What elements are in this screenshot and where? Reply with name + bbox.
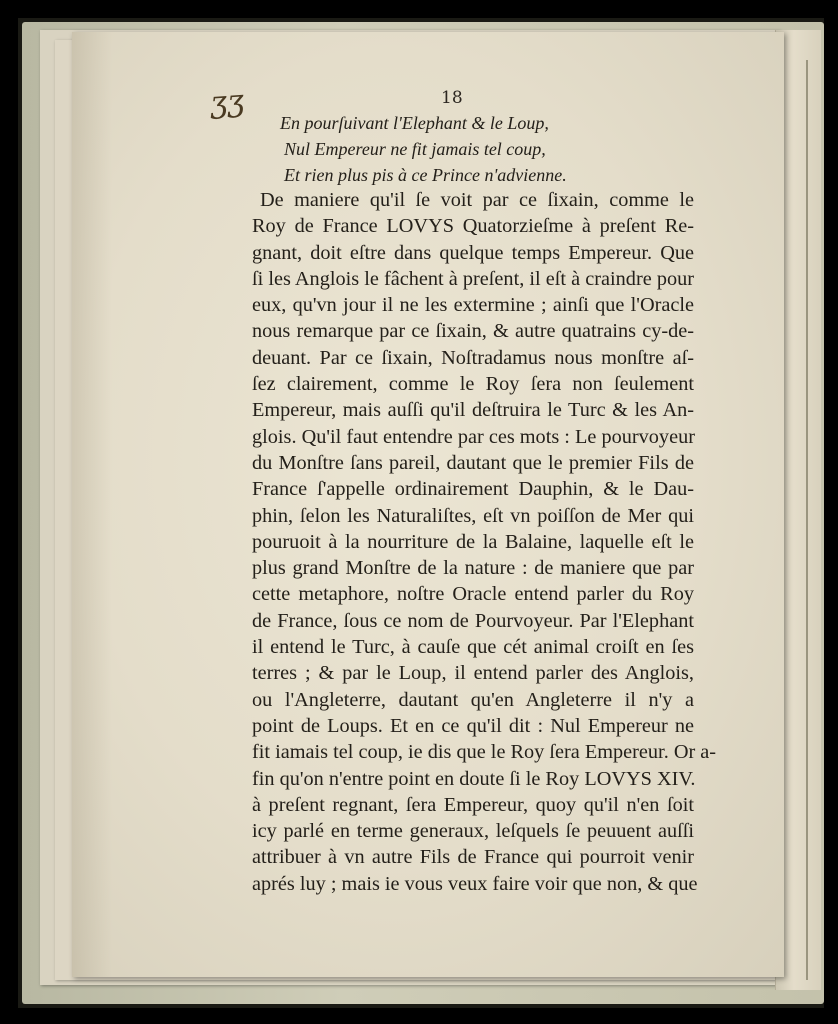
- prose-line: pouruoit à la nourriture de la Balaine, laquelle eſt le: [252, 530, 694, 553]
- verse-line: En pourſuivant l'Elephant & le Loup,: [280, 113, 549, 133]
- prose-line: de France, ſous ce nom de Pourvoyeur. Par l'Elephant: [252, 609, 694, 632]
- prose-line: il entend le Turc, à cauſe que cét animal croiſt en ſes: [252, 636, 694, 659]
- verse-line: Nul Empereur ne fit jamais tel coup,: [284, 139, 546, 159]
- prose-line: à preſent regnant, ſera Empereur, quoy qu'il n'en ſoit: [252, 793, 694, 816]
- prose-line: icy parlé en terme generaux, leſquels ſe peuuent auſſi: [252, 820, 694, 843]
- prose-line: aprés luy ; mais ie vous veux faire voir que non, & que: [252, 872, 698, 895]
- page-number: 18: [441, 88, 463, 108]
- prose-line: terres ; & par le Loup, il entend parler des Anglois,: [252, 662, 694, 685]
- prose-line: fit iamais tel coup, ie dis que le Roy ſera Empereur. Or a-: [252, 741, 717, 764]
- prose-line: plus grand Monſtre de la nature : de maniere que par: [252, 557, 694, 580]
- prose-line: Empereur, mais auſſi qu'il deſtruira le Turc & les An-: [252, 399, 694, 422]
- prose-line: ou l'Angleterre, dautant qu'en Angleterre il n'y a: [252, 688, 694, 711]
- prose-line: De maniere qu'il ſe voit par ce ſixain, comme le: [260, 189, 694, 211]
- prose-line: gnant, doit eſtre dans quelque temps Empereur. Que: [252, 241, 694, 264]
- prose-line: nous remarque par ce ſixain, & autre quatrains cy-de-: [252, 320, 694, 343]
- prose-line: cette metaphore, noſtre Oracle entend parler du Roy: [252, 583, 694, 606]
- prose-line: ſez clairement, comme le Roy ſera non ſeulement: [252, 373, 694, 396]
- prose-line: du Monſtre ſans pareil, dautant que le premier Fils de: [252, 451, 694, 474]
- prose-line: fin qu'on n'entre point en doute ſi le Roy LOVYS XIV.: [252, 767, 696, 790]
- prose-line: ſi les Anglois le fâchent à preſent, il eſt à craindre pour: [252, 267, 694, 290]
- prose-line: glois. Qu'il faut entendre par ces mots : Le pourvoyeur: [252, 425, 695, 448]
- prose-line: Roy de France LOVYS Quatorzieſme à preſent Re-: [252, 215, 694, 238]
- prose-paragraph: [252, 187, 717, 897]
- handwritten-ink-mark: ʒʒ: [208, 83, 246, 121]
- page-text: [250, 110, 696, 188]
- prose-line: attribuer à vn autre Fils de France qui pourroit venir: [252, 846, 694, 869]
- prose-line: phin, ſelon les Naturaliſtes, eſt vn poiſſon de Mer qui: [252, 504, 694, 527]
- prose-line: point de Loups. Et en ce qu'il dit : Nul Empereur ne: [252, 714, 694, 737]
- verse-line: Et rien plus pis à ce Prince n'advienne.: [284, 165, 567, 185]
- prose-line: deuant. Par ce ſixain, Noſtradamus nous monſtre aſ-: [252, 346, 694, 369]
- prose-line: eux, qu'vn jour il ne les extermine ; ainſi que l'Oracle: [252, 294, 694, 317]
- prose-line: France ſ'appelle ordinairement Dauphin, & le Dau-: [252, 478, 694, 501]
